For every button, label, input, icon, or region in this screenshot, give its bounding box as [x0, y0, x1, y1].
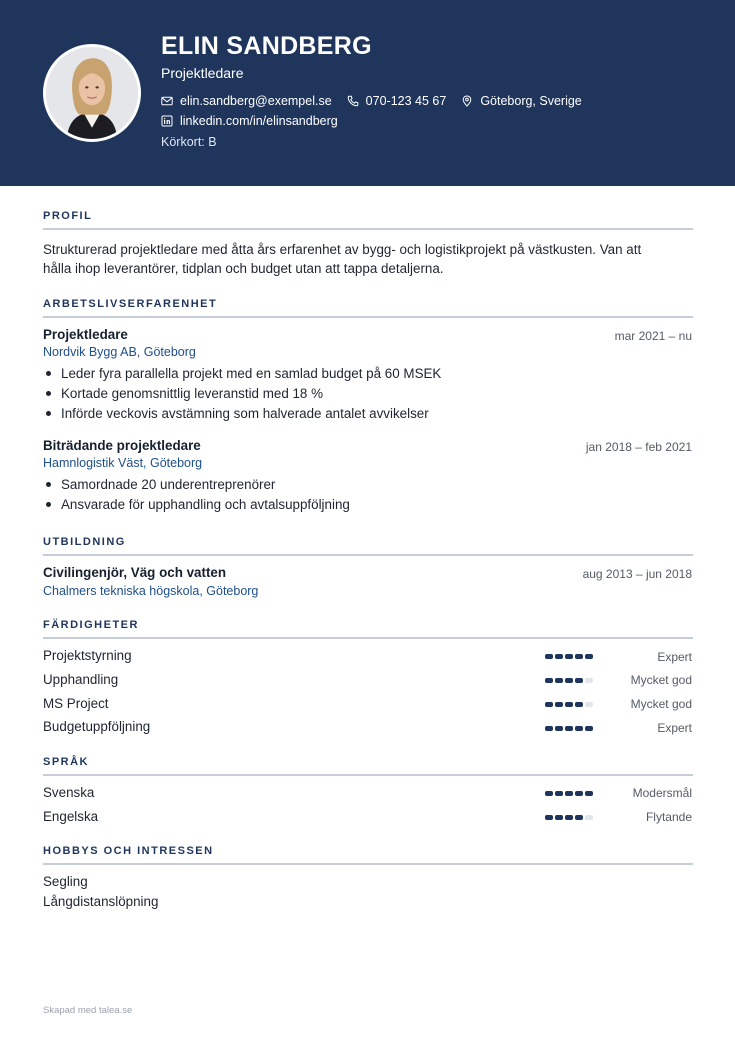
email-text: elin.sandberg@exempel.se	[180, 94, 332, 108]
skill-name: Budgetuppföljning	[43, 719, 151, 734]
job-bullet	[43, 366, 441, 381]
profile-line-2: hålla ihop leverantörer, tidplan och budget utan att tappa detaljerna.	[43, 261, 444, 276]
school-name: Chalmers tekniska högskola, Göteborg	[43, 584, 259, 598]
skill-name: Upphandling	[43, 672, 119, 687]
hobby-item: Långdistanslöpning	[43, 894, 159, 909]
hobby-item: Segling	[43, 874, 88, 889]
footer-credit[interactable]: Skapad med talea.se	[43, 1005, 133, 1016]
job-role: Projektledare	[161, 65, 244, 81]
bullet-icon	[46, 391, 51, 396]
section-divider	[43, 863, 693, 865]
section-divider	[43, 774, 693, 776]
language-rating-meter	[545, 815, 595, 820]
degree-title: Civilingenjör, Väg och vatten	[43, 565, 227, 580]
language-level: Modersmål	[632, 786, 692, 800]
linkedin-text: linkedin.com/in/elinsandberg	[180, 114, 338, 128]
section-divider	[43, 228, 693, 230]
linkedin-icon	[161, 115, 173, 127]
job-title: Biträdande projektledare	[43, 438, 201, 453]
cv-header	[0, 0, 735, 186]
bullet-text: Leder fyra parallella projekt med en samlad budget på 60 MSEK	[61, 366, 442, 381]
section-title-hobbies: HOBBYS OCH INTRESSEN	[43, 845, 214, 857]
skill-level: Expert	[657, 721, 692, 735]
contact-row-linkedin	[161, 114, 353, 128]
skill-level: Mycket god	[630, 697, 692, 711]
section-title-experience: ARBETSLIVSERFARENHET	[43, 298, 218, 310]
contact-phone[interactable]	[347, 94, 447, 108]
job-bullet	[43, 477, 275, 492]
bullet-icon	[46, 482, 51, 487]
skill-rating-meter	[545, 702, 595, 707]
phone-text: 070-123 45 67	[365, 94, 447, 108]
bullet-text: Införde veckovis avstämning som halverade antalet avvikelser	[61, 406, 429, 421]
contact-linkedin[interactable]	[161, 114, 338, 128]
drivers-license: Körkort: B	[161, 135, 217, 149]
language-name: Engelska	[43, 809, 99, 824]
skill-name: MS Project	[43, 696, 109, 711]
bullet-icon	[46, 502, 51, 507]
job-title: Projektledare	[43, 327, 128, 342]
profile-line-1: Strukturerad projektledare med åtta års erfarenhet av bygg- och logistikprojekt på västkusten. Van att	[43, 242, 642, 257]
section-divider	[43, 554, 693, 556]
skill-rating-meter	[545, 678, 595, 683]
bullet-icon	[46, 411, 51, 416]
job-date: mar 2021 – nu	[614, 329, 692, 343]
job-bullet	[43, 497, 350, 512]
bullet-text: Samordnade 20 underentreprenörer	[61, 477, 276, 492]
language-level: Flytande	[645, 810, 692, 824]
phone-icon	[347, 95, 359, 107]
bullet-text: Kortade genomsnittlig leveranstid med 18 %	[61, 386, 324, 401]
contact-row	[161, 94, 597, 108]
job-date: jan 2018 – feb 2021	[585, 440, 692, 454]
job-bullet	[43, 386, 323, 401]
section-divider	[43, 316, 693, 318]
avatar	[43, 44, 141, 142]
bullet-icon	[46, 371, 51, 376]
job-company: Nordvik Bygg AB, Göteborg	[43, 345, 196, 359]
skill-name: Projektstyrning	[43, 648, 132, 663]
person-name: ELIN SANDBERG	[161, 32, 372, 60]
location-pin-icon	[461, 95, 473, 107]
contact-location	[461, 94, 581, 108]
section-title-languages: SPRÅK	[43, 756, 90, 768]
education-date: aug 2013 – jun 2018	[582, 567, 692, 581]
skill-level: Expert	[657, 650, 692, 664]
skill-rating-meter	[545, 654, 595, 659]
section-title-education: UTBILDNING	[43, 536, 126, 548]
section-title-profile: PROFIL	[43, 210, 93, 222]
mail-icon	[161, 95, 173, 107]
portrait-photo	[46, 47, 138, 139]
skill-rating-meter	[545, 726, 595, 731]
language-name: Svenska	[43, 785, 95, 800]
bullet-text: Ansvarade för upphandling och avtalsuppföljning	[61, 497, 350, 512]
contact-email[interactable]	[161, 94, 332, 108]
section-title-skills: FÄRDIGHETER	[43, 619, 139, 631]
location-text: Göteborg, Sverige	[480, 94, 582, 108]
job-company: Hamnlogistik Väst, Göteborg	[43, 456, 203, 470]
skill-level: Mycket god	[630, 673, 692, 687]
section-divider	[43, 637, 693, 639]
language-rating-meter	[545, 791, 595, 796]
job-bullet	[43, 406, 429, 421]
